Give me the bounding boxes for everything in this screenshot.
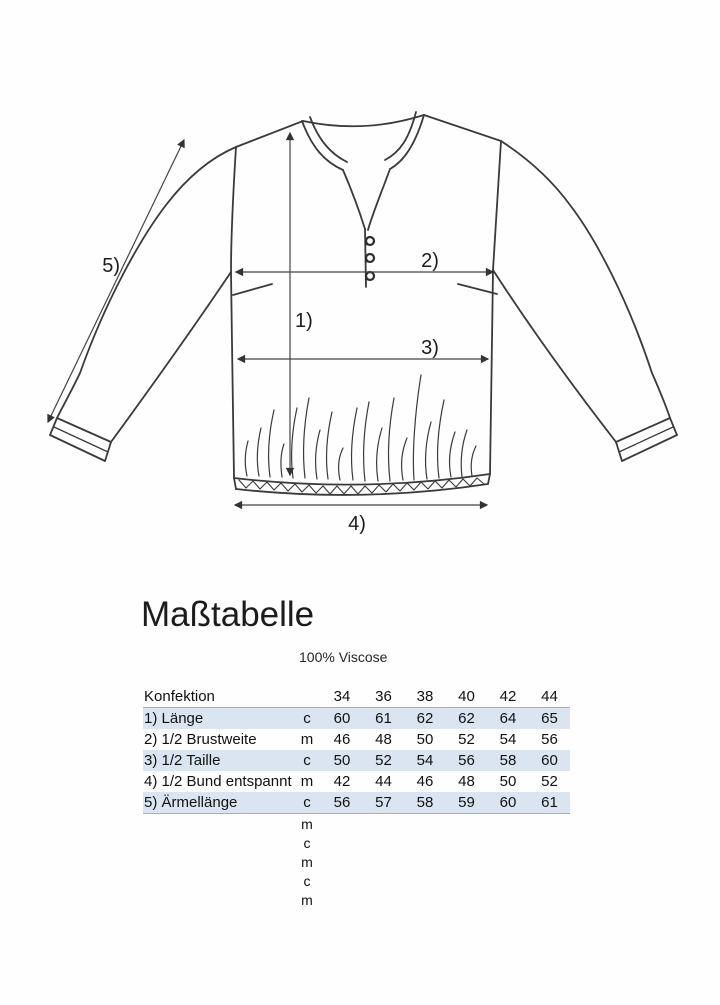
row-label: 5) Ärmellänge <box>143 792 293 814</box>
cell: 56 <box>321 792 363 814</box>
header-size-34: 34 <box>321 686 363 708</box>
table-row-laenge <box>143 708 570 730</box>
header-size-40: 40 <box>446 686 487 708</box>
cell: 54 <box>499 731 517 748</box>
trailing-unit: m <box>301 815 313 832</box>
measure-label-1: 1) <box>295 310 313 332</box>
table-row-bund <box>143 771 570 792</box>
cell: 52 <box>458 731 475 748</box>
header-size-36: 36 <box>363 686 404 708</box>
row-unit: c <box>293 708 321 730</box>
cell: 65 <box>529 708 570 730</box>
row-unit: c <box>293 792 321 814</box>
cell: 62 <box>404 708 446 730</box>
cell: 59 <box>446 792 487 814</box>
row-label: 2) 1/2 Brustweite <box>144 731 257 748</box>
header-size-44: 44 <box>529 686 570 708</box>
cell: 50 <box>416 731 434 748</box>
cell: 56 <box>446 750 487 771</box>
trailing-unit: c <box>303 834 311 851</box>
cell: 48 <box>375 731 392 748</box>
cell: 62 <box>446 708 487 730</box>
hem-gathering-lines <box>245 375 476 481</box>
cell: 58 <box>487 750 529 771</box>
cell: 46 <box>416 773 434 790</box>
cell: 44 <box>375 773 392 790</box>
cell: 60 <box>321 708 363 730</box>
row-unit: c <box>293 750 321 771</box>
header-unit <box>293 686 321 708</box>
material-note: 100% Viscose <box>299 649 388 665</box>
trailing-unit-row <box>143 890 570 909</box>
trailing-unit-row <box>143 814 570 834</box>
trailing-unit: m <box>301 853 313 870</box>
cell: 61 <box>529 792 570 814</box>
button-placket <box>365 237 374 280</box>
measure-label-3: 3) <box>421 337 439 359</box>
trailing-unit-row <box>143 852 570 871</box>
header-size-38: 38 <box>404 686 446 708</box>
cell: 61 <box>363 708 404 730</box>
cell: 64 <box>487 708 529 730</box>
garment-outline <box>50 112 677 495</box>
measure-label-4: 4) <box>348 513 366 535</box>
cell: 50 <box>321 750 363 771</box>
row-unit: m <box>300 773 314 790</box>
cell: 52 <box>363 750 404 771</box>
trailing-unit-row <box>143 833 570 852</box>
cell: 52 <box>541 773 558 790</box>
table-row-taille <box>143 750 570 771</box>
cell: 60 <box>487 792 529 814</box>
row-label: 4) 1/2 Bund entspannt <box>144 773 292 790</box>
size-table <box>143 686 570 909</box>
measure-label-2: 2) <box>421 250 439 272</box>
cell: 48 <box>458 773 475 790</box>
table-row-aermellaenge <box>143 792 570 814</box>
cell: 56 <box>541 731 558 748</box>
trailing-unit-row <box>143 871 570 890</box>
table-row-brustweite <box>143 729 570 750</box>
cell: 46 <box>333 731 351 748</box>
row-unit: m <box>300 731 314 748</box>
row-label: 3) 1/2 Taille <box>143 750 293 771</box>
cell: 54 <box>404 750 446 771</box>
cell: 58 <box>404 792 446 814</box>
cell: 60 <box>529 750 570 771</box>
cell: 50 <box>499 773 517 790</box>
header-size-42: 42 <box>487 686 529 708</box>
header-konfektion: Konfektion <box>143 686 293 708</box>
cell: 42 <box>333 773 351 790</box>
row-label: 1) Länge <box>143 708 293 730</box>
cell: 57 <box>363 792 404 814</box>
page-title: Maßtabelle <box>141 595 315 634</box>
trailing-unit: m <box>301 891 313 908</box>
measure-label-5: 5) <box>102 255 120 277</box>
size-table-header-row <box>143 686 570 708</box>
trailing-unit: c <box>303 872 311 889</box>
